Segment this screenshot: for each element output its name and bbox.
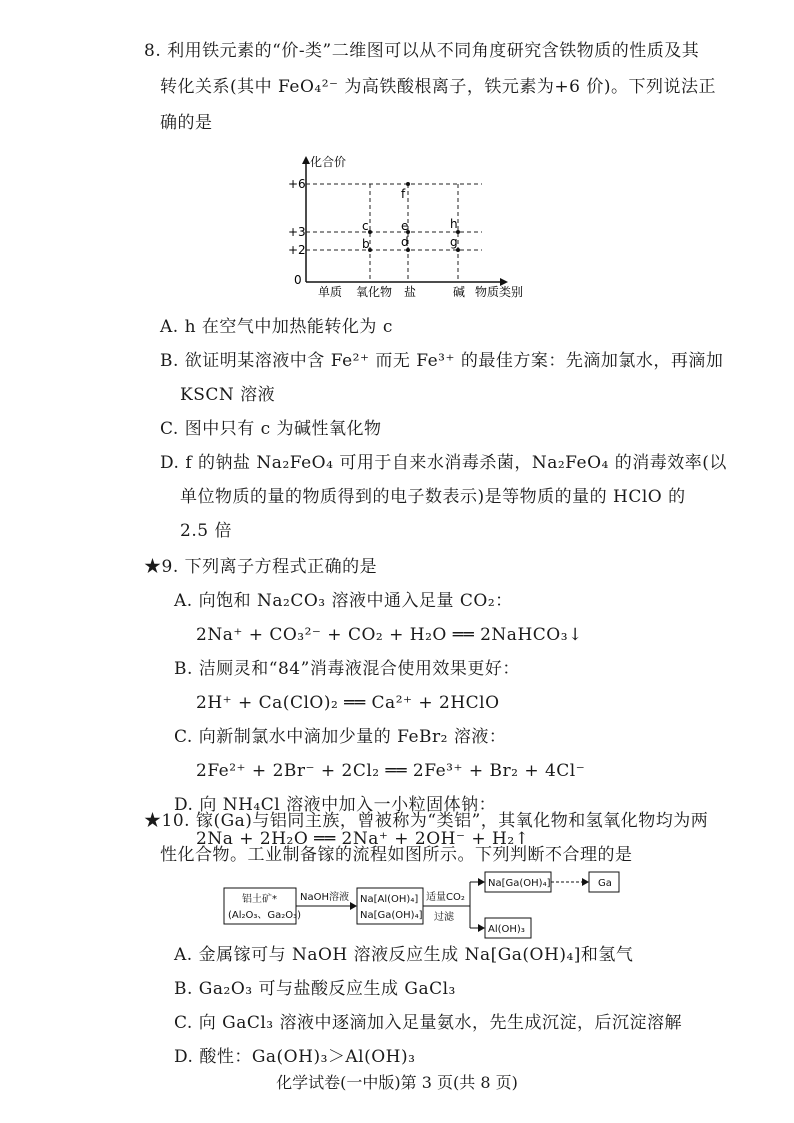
q8-option-c: C. 图中只有 c 为碱性氧化物 [160, 419, 382, 439]
y-axis-title: 化合价 [310, 155, 347, 169]
q10-stem-line-2: 性化合物。工业制备镓的流程如图所示。下列判断不合理的是 [160, 845, 633, 865]
q8-option-d-line-3: 2.5 倍 [180, 521, 232, 541]
box-aloh3-text: Al(OH)₃ [488, 924, 525, 935]
q9-equation-d: 2Na + 2H₂O ══ 2Na⁺ + 2OH⁻ + H₂↑ [196, 829, 530, 849]
q9-equation-a: 2Na⁺ + CO₃²⁻ + CO₂ + H₂O ══ 2NaHCO₃↓ [196, 625, 583, 645]
box-ga-text: Ga [598, 878, 612, 889]
point-label-g: g [450, 235, 458, 249]
point-label-b: b [362, 237, 370, 251]
y-tick-plus6: +6 [288, 177, 306, 191]
q9-option-b: B. 洁厕灵和“84”消毒液混合使用效果更好： [174, 659, 520, 679]
q9-option-a: A. 向饱和 Na₂CO₃ 溶液中通入足量 CO₂： [174, 591, 513, 611]
y-tick-plus3: +3 [288, 225, 306, 239]
arrow-naoh-label: NaOH溶液 [300, 892, 349, 903]
branch-top-head-icon [478, 878, 485, 886]
q8-stem-line-3: 确的是 [160, 113, 213, 133]
y-tick-zero: 0 [294, 273, 302, 287]
x-tick-oxide: 氧化物 [356, 285, 393, 299]
x-axis-title: 物质类别 [475, 285, 524, 299]
box-gallate-text: Na[Ga(OH)₄] [488, 878, 551, 889]
point-label-e: e [401, 219, 409, 233]
point-label-h: h [450, 217, 458, 231]
q9-equation-b: 2H⁺ + Ca(ClO)₂ ══ Ca²⁺ + 2HClO [196, 693, 500, 713]
point-label-d: d [401, 235, 409, 249]
q8-option-d-line-2: 单位物质的量的物质得到的电子数表示)是等物质的量的 HClO 的 [180, 487, 686, 507]
y-axis-arrow-icon [302, 156, 310, 164]
box-bauxite-line-1: 铝土矿* [242, 894, 277, 905]
point-label-c: c [362, 219, 369, 233]
q10-option-d: D. 酸性：Ga(OH)₃＞Al(OH)₃ [174, 1047, 416, 1067]
q9-title: ★9. 下列离子方程式正确的是 [144, 557, 378, 577]
x-tick-base: 碱 [453, 285, 466, 299]
arrow-ga-head-icon [582, 878, 589, 886]
q9-option-d: D. 向 NH₄Cl 溶液中加入一小粒固体钠： [174, 795, 497, 815]
arrow-co2-bottom-label: 过滤 [434, 912, 454, 923]
q10-option-b: B. Ga₂O₃ 可与盐酸反应生成 GaCl₃ [174, 979, 456, 999]
box-solution-line-1: Na[Al(OH)₄] [360, 894, 419, 905]
q8-stem-line-2: 转化关系(其中 FeO₄²⁻ 为高铁酸根离子，铁元素为+6 价)。下列说法正 [160, 77, 717, 97]
q8-option-b-line-1: B. 欲证明某溶液中含 Fe²⁺ 而无 Fe³⁺ 的最佳方案：先滴加氯水，再滴加 [160, 351, 724, 371]
q10-stem-line-1: ★10. 镓(Ga)与铝同主族，曾被称为“类铝”，其氧化物和氢氧化物均为两 [144, 811, 709, 831]
q10-option-c: C. 向 GaCl₃ 溶液中逐滴加入足量氨水，先生成沉淀，后沉淀溶解 [174, 1013, 682, 1033]
arrow-naoh-head-icon [350, 902, 357, 910]
q8-option-a: A. h 在空气中加热能转化为 c [160, 317, 393, 337]
point-f [406, 182, 410, 186]
q8-option-b-line-2: KSCN 溶液 [180, 385, 276, 405]
q9-option-c: C. 向新制氯水中滴加少量的 FeBr₂ 溶液： [174, 727, 507, 747]
point-label-f: f [401, 187, 406, 201]
x-tick-salt: 盐 [404, 285, 417, 299]
x-tick-element: 单质 [318, 285, 343, 299]
gallium-flow-diagram [220, 870, 640, 950]
q8-option-d-line-1: D. f 的钠盐 Na₂FeO₄ 可用于自来水消毒杀菌，Na₂FeO₄ 的消毒效率(以 [160, 453, 727, 473]
arrow-co2-top-label: 适量CO₂ [426, 892, 465, 903]
page-footer: 化学试卷(一中版)第 3 页(共 8 页) [276, 1073, 518, 1092]
q9-equation-c: 2Fe²⁺ + 2Br⁻ + 2Cl₂ ══ 2Fe³⁺ + Br₂ + 4Cl⁻ [196, 761, 586, 781]
box-solution-line-2: Na[Ga(OH)₄] [360, 910, 423, 921]
y-tick-plus2: +2 [288, 243, 306, 257]
branch-bottom-head-icon [478, 924, 485, 932]
box-bauxite-line-2: (Al₂O₃、Ga₂O₃) [228, 910, 302, 921]
q10-option-a: A. 金属镓可与 NaOH 溶液反应生成 Na[Ga(OH)₄]和氢气 [174, 945, 634, 965]
valence-class-diagram [270, 150, 550, 300]
q8-stem-line-1: 8. 利用铁元素的“价-类”二维图可以从不同角度研究含铁物质的性质及其 [144, 41, 700, 61]
